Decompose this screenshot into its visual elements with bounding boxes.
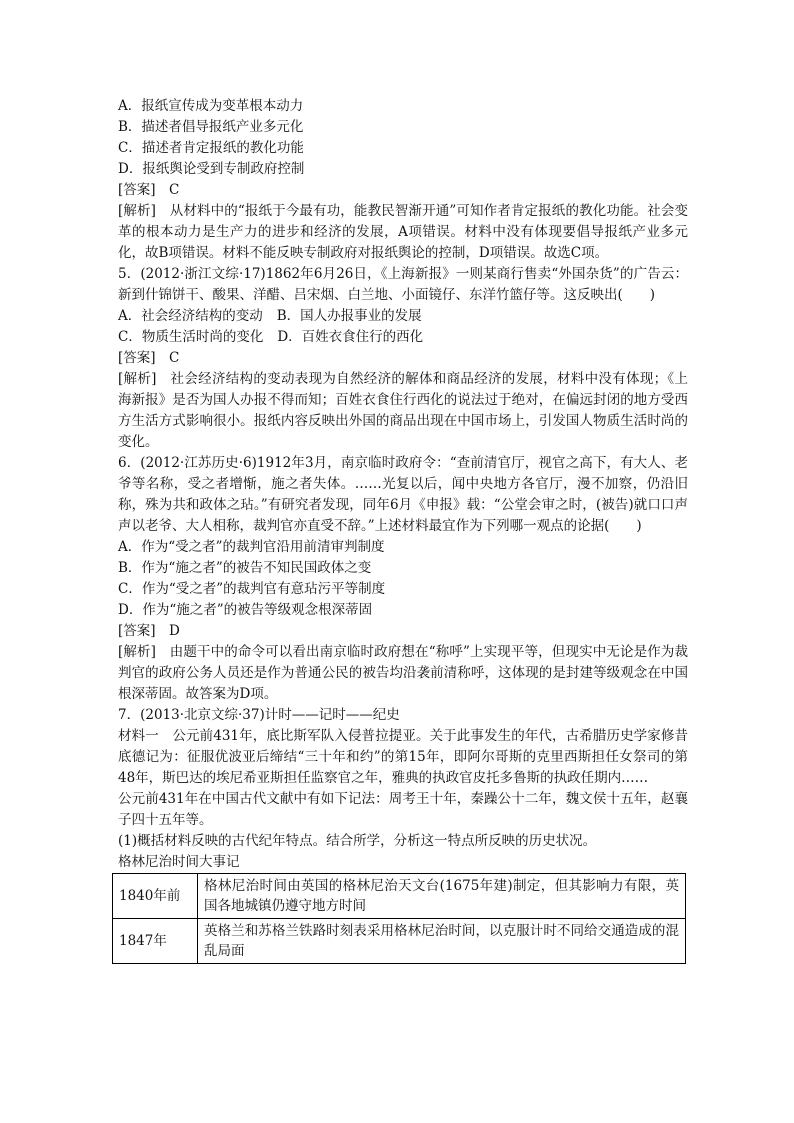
q4-option-a: A．报纸宣传成为变革根本动力 (118, 98, 304, 114)
q7-material-1: 材料一 公元前431年，底比斯军队入侵普拉提亚。关于此事发生的年代，古希腊历史学家修昔底德记为：征服优波亚后缔结“三十年和约”的第15年，即阿尔哥斯的克里西斯担任女祭司的第48年，斯巴达的埃尼希亚斯担任监察官之年，雅典的执政官皮托多鲁斯的执政任期内…… (118, 728, 688, 786)
q5-option-d: D．百姓衣食住行的西化 (277, 329, 424, 345)
q5-options-row-2 (118, 327, 688, 348)
q5-option-b: B．国人办报事业的发展 (276, 308, 422, 324)
table-cell-event: 英格兰和苏格兰铁路时刻表采用格林尼治时间，以克服计时不同给交通造成的混乱局面 (198, 919, 686, 964)
table-row (113, 874, 686, 919)
q6-stem: 6．(2012·江苏历史·6)1912年3月，南京临时政府令：“查前清官厅，视官之高下，有大人、老爷等名称，受之者增惭，施之者失体。……光复以后，闻中央地方各官厅，漫不加察，仍沿旧称，殊为共和政体之玷。”有研究者发现，同年6月《申报》载：“公堂会审之时，(被告)就口口声声以老爷、大人相称，裁判官亦直受不辞。”上述材料最宜作为下列哪一观点的论据( ) (118, 455, 688, 534)
q7-stem: 7．(2013·北京文综·37)计时——记时——纪史 (118, 707, 400, 723)
table-caption: 格林尼治时间大事记 (118, 854, 240, 870)
table-cell-year: 1840年前 (113, 874, 198, 919)
q5-stem: 5．(2012·浙江文综·17)1862年6月26日，《上海新报》一则某商行售卖“外国杂货”的广告云：新到什锦饼干、酸果、洋醋、吕宋烟、白兰地、小面镜仔、东洋竹篮仔等。这反映出( ) (118, 266, 688, 303)
q6-option-d: D．作为“施之者”的被告等级观念根深蒂固 (118, 602, 373, 618)
greenwich-time-table (112, 873, 686, 964)
table-cell-event: 格林尼治时间由英国的格林尼治天文台(1675年建)制定，但其影响力有限，英国各地城镇仍遵守地方时间 (198, 874, 686, 919)
q4-analysis: [解析] 从材料中的“报纸于今最有功，能教民智渐开通”可知作者肯定报纸的教化功能。社会变革的根本动力是生产力的进步和经济的发展，A项错误。材料中没有体现要倡导报纸产业多元化，故B项错误。材料不能反映专制政府对报纸舆论的控制，D项错误。故选C项。 (118, 203, 688, 261)
document-content (118, 96, 688, 964)
q4-option-b: B．描述者倡导报纸产业多元化 (118, 119, 304, 135)
table-cell-year: 1847年 (113, 919, 198, 964)
q4-option-d: D．报纸舆论受到专制政府控制 (118, 161, 305, 177)
q5-option-a: A．社会经济结构的变动 (118, 308, 263, 324)
q4-answer: [答案] C (118, 182, 180, 198)
q5-option-c: C．物质生活时尚的变化 (118, 329, 264, 345)
q7-material-1-china: 公元前431年在中国古代文献中有如下记法：周考王十年，秦躁公十二年，魏文侯十五年，赵襄子四十五年等。 (118, 791, 688, 828)
q4-option-c: C．描述者肯定报纸的教化功能 (118, 140, 304, 156)
q5-answer: [答案] C (118, 350, 180, 366)
q7-subquestion-1: (1)概括材料反映的古代纪年特点。结合所学，分析这一特点所反映的历史状况。 (118, 833, 597, 849)
q5-options-row-1 (118, 306, 688, 327)
q6-option-c: C．作为“受之者”的裁判官有意玷污平等制度 (118, 581, 386, 597)
q5-analysis: [解析] 社会经济结构的变动表现为自然经济的解体和商品经济的发展，材料中没有体现；《上海新报》是否为国人办报不得而知；百姓衣食住行西化的说法过于绝对，在偏远封闭的地方受西方生活方式影响很小。报纸内容反映出外国的商品出现在中国市场上，引发国人物质生活时尚的变化。 (118, 371, 688, 450)
q6-answer: [答案] D (118, 623, 180, 639)
q6-option-b: B．作为“施之者”的被告不知民国政体之变 (118, 560, 372, 576)
table-row (113, 919, 686, 964)
q6-analysis: [解析] 由题干中的命令可以看出南京临时政府想在“称呼”上实现平等，但现实中无论是作为裁判官的政府公务人员还是作为普通公民的被告均沿袭前清称呼，这体现的是封建等级观念在中国根深蒂固。故答案为D项。 (118, 644, 688, 702)
q6-option-a: A．作为“受之者”的裁判官沿用前清审判制度 (118, 539, 385, 555)
